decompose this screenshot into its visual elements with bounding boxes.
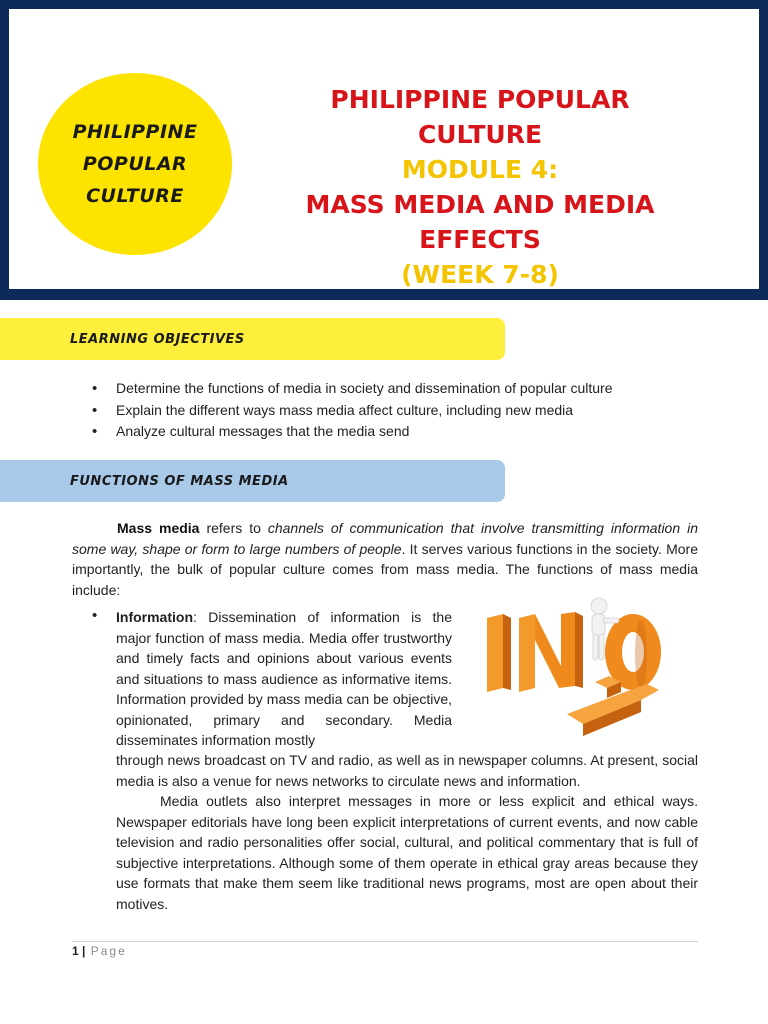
intro-rest: . It serves various functions in the society. More importantly, the bulk of popular culture comes from mass media. The functions of mass media include: [72,540,698,598]
information-continued-text: through news broadcast on TV and radio, as well as in newspaper columns. At present, social media is also a venue for news networks to circulate news and information. [116,752,698,789]
functions-heading: FUNCTIONS OF MASS MEDIA [70,473,289,489]
mass-media-term: Mass media [117,520,200,536]
list-item: • Determine the functions of media in society and dissemination of popular culture [92,378,732,400]
functions-banner [0,460,505,502]
letter-i-block [487,614,511,692]
learning-objectives-heading: LEARNING OBJECTIVES [70,331,245,347]
information-continued [116,750,698,914]
list-item: • Explain the different ways mass media affect culture, including new media [92,400,732,422]
circle-line-2: POPULAR [82,153,188,175]
objectives-list [92,378,732,443]
information-term: Information [116,609,193,625]
course-title: PHILIPPINE POPULAR CULTURE [330,85,630,149]
page-label: Page [90,944,127,958]
module-week: (WEEK 7-8) [401,260,559,289]
footer-divider [72,941,698,942]
list-item: • Analyze cultural messages that the media send [92,421,732,443]
module-title-block [270,82,690,292]
module-title: MASS MEDIA AND MEDIA EFFECTS [305,190,655,254]
intro-refers: refers to [199,520,268,536]
info-illustration [475,596,685,746]
intro-paragraph [72,518,698,600]
bullet-marker: • [92,607,98,624]
information-text: : Dissemination of information is the major function of mass media. Media offer trustworthy and timely facts and opinions about various events and situations to mass audience as informative items. Information provided by mass media can be objective, opinionated, primary and secondary. Media disseminates information mostly [116,609,452,748]
course-circle-badge [38,73,232,255]
information-paragraph [116,607,452,751]
learning-objectives-banner [0,318,505,360]
circle-line-1: PHILIPPINE [72,121,198,143]
interpretation-paragraph: Media outlets also interpret messages in more or less explicit and ethical ways. Newspaper editorials have long been explicit interpretations of current events, and now cable television and radio personalities offer social, cultural, and political commentary that is full of subjective interpretations. Although some of them operate in ethical gray areas because they use formats that make them seem like traditional news programs, most are open about their motives. [116,793,698,912]
circle-line-3: CULTURE [86,185,184,207]
module-number: MODULE 4: [401,155,559,184]
circle-text [73,116,198,212]
letter-n-block [519,612,583,692]
page-separator: | [82,944,86,958]
page-footer [72,944,127,958]
page-number: 1 [72,944,79,958]
mass-media-definition: channels of communication that involve transmitting information in some way, shape or form to large numbers of people [72,520,698,557]
